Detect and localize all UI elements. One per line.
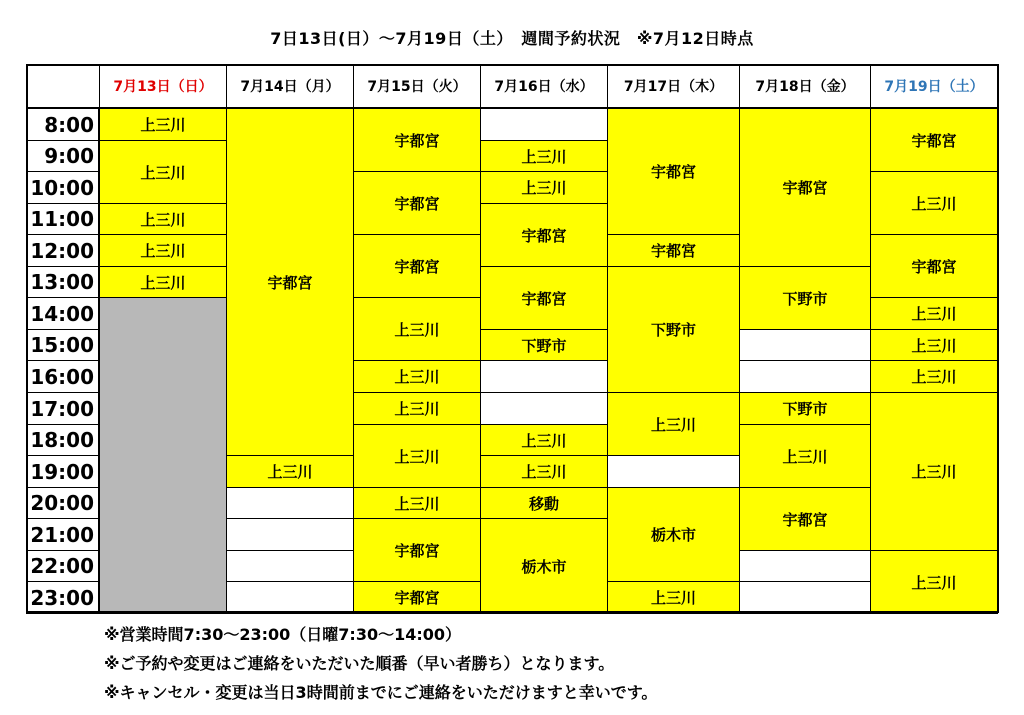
- booking-block: 宇都宮: [608, 235, 740, 267]
- booking-block: 上三川: [100, 141, 227, 204]
- booking-block: 上三川: [871, 551, 998, 614]
- time-label: 15:00: [26, 330, 100, 361]
- note-business-hours: ※営業時間7:30～23:00（日曜7:30～14:00）: [104, 625, 462, 644]
- booking-block: 下野市: [481, 330, 608, 361]
- time-label: 9:00: [26, 141, 100, 172]
- booking-block: 上三川: [871, 172, 998, 235]
- booking-block: 上三川: [740, 425, 871, 488]
- time-label: 17:00: [26, 393, 100, 425]
- time-label: 11:00: [26, 204, 100, 235]
- booking-block: 上三川: [871, 330, 998, 361]
- time-label: 14:00: [26, 298, 100, 330]
- open-slot: [740, 582, 871, 614]
- closed-block: [100, 298, 227, 614]
- booking-block: 下野市: [740, 267, 871, 330]
- booking-block: 上三川: [354, 298, 481, 361]
- open-slot: [227, 582, 354, 614]
- weekly-schedule-table: [26, 64, 1000, 615]
- open-slot: [481, 109, 608, 141]
- booking-block: 上三川: [354, 425, 481, 488]
- notes-section: [104, 620, 657, 707]
- booking-block: 上三川: [100, 267, 227, 298]
- booking-block: 宇都宮: [354, 109, 481, 172]
- booking-block: 上三川: [871, 393, 998, 551]
- note-booking-order: ※ご予約や変更はご連絡をいただいた順番（早い者勝ち）となります。: [104, 654, 615, 673]
- booking-block: 上三川: [354, 488, 481, 519]
- booking-block: 上三川: [608, 582, 740, 614]
- day-header: 7月17日（木）: [608, 64, 740, 109]
- booking-block: 上三川: [100, 204, 227, 235]
- time-label: 19:00: [26, 456, 100, 488]
- day-header: 7月15日（火）: [354, 64, 481, 109]
- open-slot: [740, 361, 871, 393]
- booking-block: 宇都宮: [481, 267, 608, 330]
- time-label: 8:00: [26, 109, 100, 141]
- booking-block: 宇都宮: [354, 519, 481, 582]
- booking-block: 下野市: [740, 393, 871, 425]
- time-label: 18:00: [26, 425, 100, 456]
- time-label: 13:00: [26, 267, 100, 298]
- booking-block: 上三川: [481, 456, 608, 488]
- open-slot: [481, 361, 608, 393]
- time-label: 23:00: [26, 582, 100, 614]
- time-label: 12:00: [26, 235, 100, 267]
- open-slot: [740, 551, 871, 582]
- booking-block: 上三川: [100, 109, 227, 141]
- booking-block: 宇都宮: [608, 109, 740, 235]
- booking-block: 宇都宮: [354, 582, 481, 614]
- booking-block: 上三川: [100, 235, 227, 267]
- page-title: 7日13日(日）～7月19日（土） 週間予約状況 ※7月12日時点: [270, 29, 754, 48]
- corner-header: [26, 64, 100, 109]
- booking-block: 宇都宮: [481, 204, 608, 267]
- open-slot: [608, 456, 740, 488]
- booking-block: 宇都宮: [227, 109, 354, 456]
- booking-block: 移動: [481, 488, 608, 519]
- booking-block: 上三川: [871, 361, 998, 393]
- time-label: 16:00: [26, 361, 100, 393]
- booking-block: 宇都宮: [871, 109, 998, 172]
- booking-block: 上三川: [227, 456, 354, 488]
- booking-block: 栃木市: [608, 488, 740, 582]
- booking-block: 上三川: [481, 425, 608, 456]
- time-label: 21:00: [26, 519, 100, 551]
- time-label: 10:00: [26, 172, 100, 204]
- open-slot: [227, 551, 354, 582]
- day-header: 7月16日（水）: [481, 64, 608, 109]
- note-cancellation: ※キャンセル・変更は当日3時間前までにご連絡をいただけますと幸いです。: [104, 683, 658, 702]
- booking-block: 上三川: [871, 298, 998, 330]
- booking-block: 上三川: [481, 141, 608, 172]
- booking-block: 宇都宮: [354, 172, 481, 235]
- open-slot: [740, 330, 871, 361]
- booking-block: 宇都宮: [740, 109, 871, 267]
- time-label: 20:00: [26, 488, 100, 519]
- booking-block: 栃木市: [481, 519, 608, 614]
- booking-block: 上三川: [481, 172, 608, 204]
- open-slot: [227, 519, 354, 551]
- booking-block: 下野市: [608, 267, 740, 393]
- day-header: 7月14日（月）: [227, 64, 354, 109]
- booking-block: 宇都宮: [740, 488, 871, 551]
- day-header: 7月13日（日）: [100, 64, 227, 109]
- open-slot: [481, 393, 608, 425]
- booking-block: 上三川: [354, 393, 481, 425]
- booking-block: 宇都宮: [871, 235, 998, 298]
- booking-block: 宇都宮: [354, 235, 481, 298]
- open-slot: [227, 488, 354, 519]
- booking-block: 上三川: [608, 393, 740, 456]
- time-label: 22:00: [26, 551, 100, 582]
- day-header: 7月19日（土）: [871, 64, 998, 109]
- day-header: 7月18日（金）: [740, 64, 871, 109]
- booking-block: 上三川: [354, 361, 481, 393]
